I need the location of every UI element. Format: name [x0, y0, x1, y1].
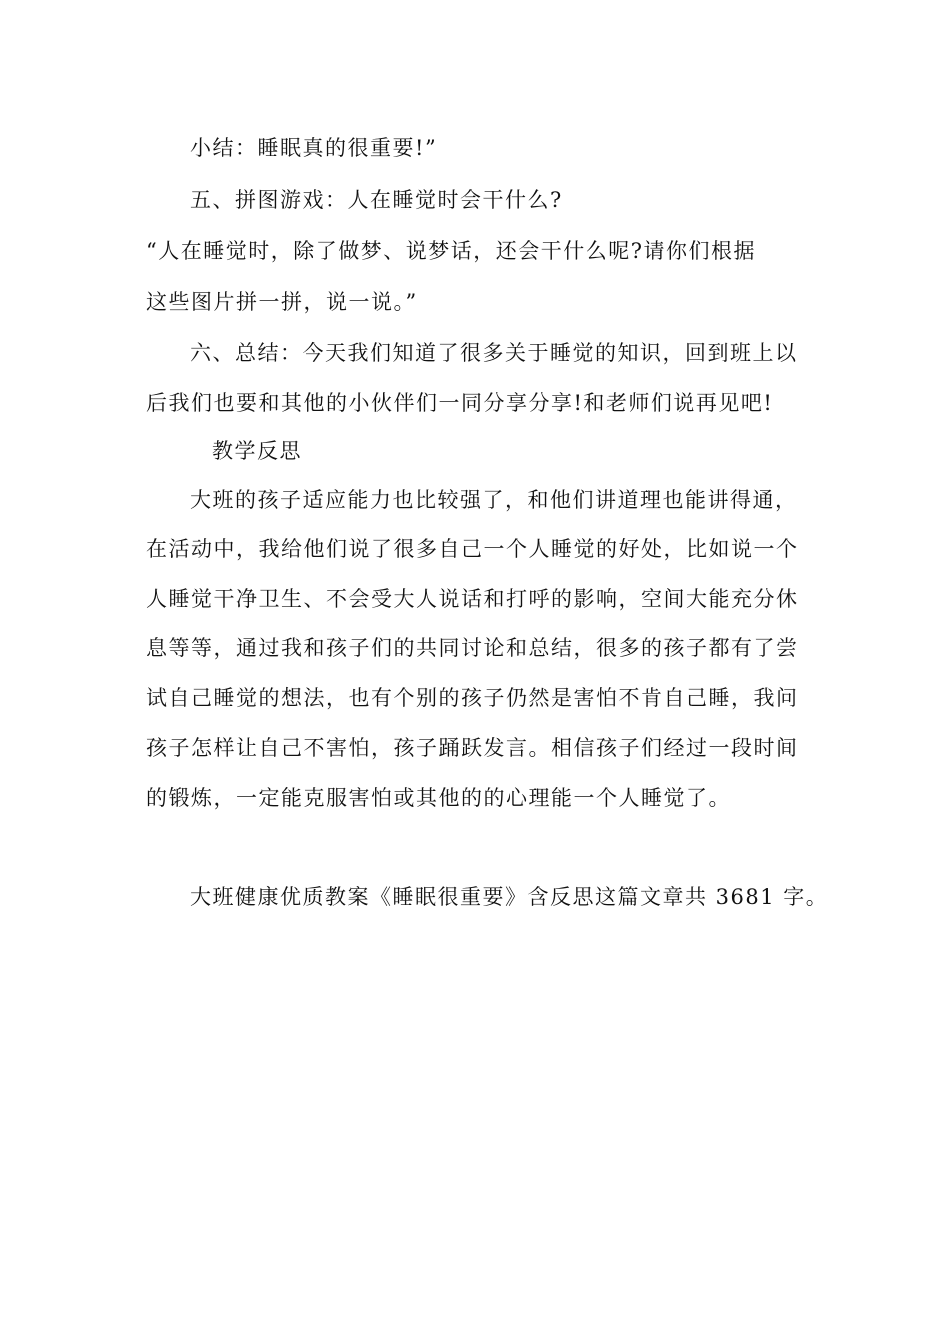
paragraph-line: “人在睡觉时，除了做梦、说梦话，还会干什么呢?请你们根据 [146, 239, 756, 263]
paragraph-line: 后我们也要和其他的小伙伴们一同分享分享!和老师们说再见吧! [146, 391, 774, 415]
section-five-heading: 五、拼图游戏：人在睡觉时会干什么? [190, 188, 563, 212]
paragraph-line: 这些图片拼一拼，说一说。” [146, 290, 418, 314]
section-six-heading: 六、总结：今天我们知道了很多关于睡觉的知识，回到班上以 [190, 341, 798, 365]
paragraph-line: 试自己睡觉的想法，也有个别的孩子仍然是害怕不肯自己睡，我问 [146, 686, 799, 710]
paragraph-line: 息等等，通过我和孩子们的共同讨论和总结，很多的孩子都有了尝 [146, 636, 799, 660]
paragraph-line: 人睡觉干净卫生、不会受大人说话和打呼的影响，空间大能充分休 [146, 587, 799, 611]
paragraph-line: 孩子怎样让自己不害怕，孩子踊跃发言。相信孩子们经过一段时间 [146, 736, 799, 760]
paragraph-line: 大班的孩子适应能力也比较强了，和他们讲道理也能讲得通， [190, 488, 798, 512]
reflection-heading: 教学反思 [212, 439, 302, 463]
paragraph-line: 在活动中，我给他们说了很多自己一个人睡觉的好处，比如说一个 [146, 537, 799, 561]
paragraph-line: 的锻炼，一定能克服害怕或其他的的心理能一个人睡觉了。 [146, 786, 731, 810]
summary-line: 小结：睡眠真的很重要!” [190, 136, 438, 160]
article-footer-note: 大班健康优质教案《睡眠很重要》含反思这篇文章共 3681 字。 [190, 885, 829, 909]
